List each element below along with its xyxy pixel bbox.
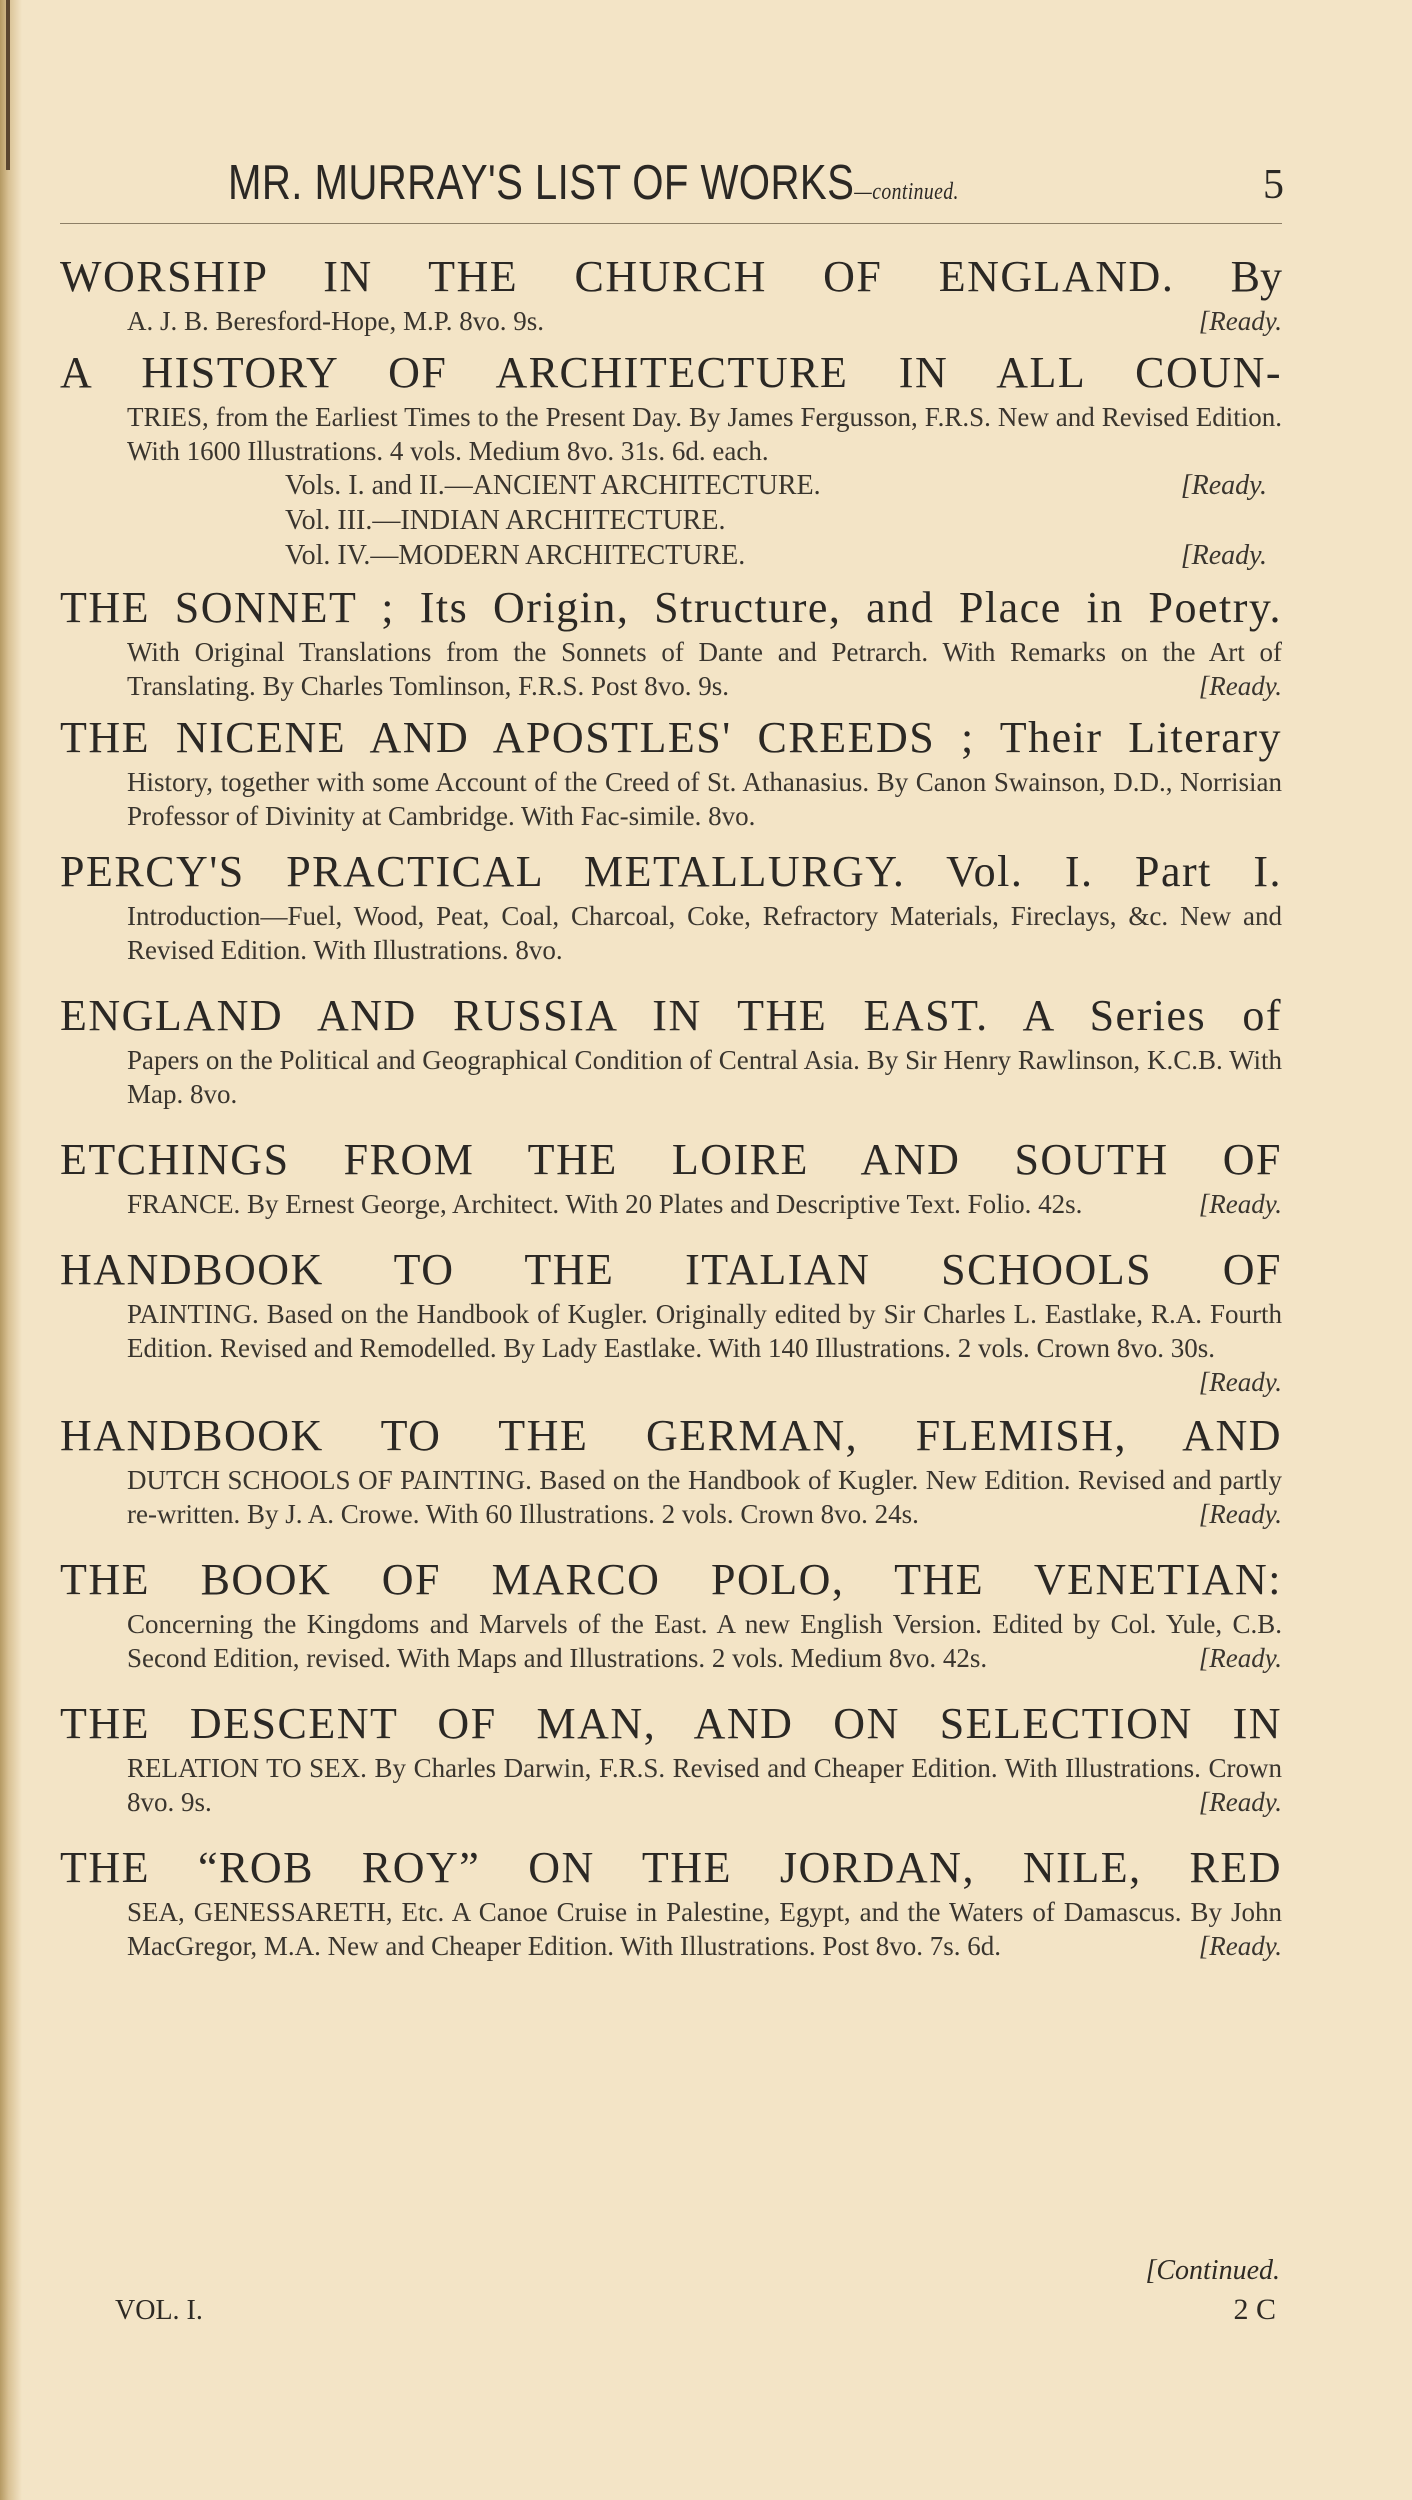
entry-body: FRANCE. By Ernest George, Architect. With 20 Plates and Descriptive Text. Folio. 42s. [Ready. [127,1189,1282,1219]
ready-status: [Ready. [1198,1787,1282,1817]
entry-body: DUTCH SCHOOLS OF PAINTING. Based on the Handbook of Kugler. New Edition. Revised and partly re-written. By J. A. Crowe. With 60 Illustrations. 2 vols. Crown 8vo. 24s. [Ready. [127,1465,1282,1529]
entry-title: ENGLAND AND RUSSIA IN THE EAST. A Series of [60,991,1282,1040]
entry-title: A HISTORY OF ARCHITECTURE IN ALL COUN- [60,348,1282,397]
header-rule [60,223,1282,224]
entry-body: History, together with some Account of the Creed of St. Athanasius. By Canon Swainson, D.D., Norrisian Professor of Divinity at Cambridge. With Fac-simile. 8vo. [127,767,1282,831]
entry-body: SEA, GENESSARETH, Etc. A Canoe Cruise in Palestine, Egypt, and the Waters of Damascus. By John MacGregor, M.A. New and Cheaper Edition. With Illustrations. Post 8vo. 7s. 6d. [Ready. [127,1897,1282,1961]
ready-status: [Ready. [1198,306,1282,336]
page-edge-shadow [0,0,22,2500]
volume-list [285,468,1282,573]
entry-body: Papers on the Political and Geographical Condition of Central Asia. By Sir Henry Rawlinson, K.C.B. With Map. 8vo. [127,1045,1282,1109]
entry-body: Introduction—Fuel, Wood, Peat, Coal, Charcoal, Coke, Refractory Materials, Fireclays, &c. New and Revised Edition. With Illustrations. 8vo. [127,901,1282,965]
volume-label: VOL. I. [115,2295,203,2326]
entry-rob-roy [60,1841,1282,1963]
entry-england-russia [60,989,1282,1111]
ready-status: [Ready. [1198,1931,1282,1961]
entry-body: RELATION TO SEX. By Charles Darwin, F.R.S. Revised and Cheaper Edition. With Illustrations. Crown 8vo. 9s. [Ready. [127,1753,1282,1817]
signature-mark: 2 C [1233,2293,1276,2326]
entry-body: TRIES, from the Earliest Times to the Present Day. By James Fergusson, F.R.S. New and Revised Edition. With 1600 Illustrations. 4 vols. Medium 8vo. 31s. 6d. each. [127,402,1282,466]
ready-status: [Ready. [1198,671,1282,701]
page-number: 5 [1263,162,1284,208]
entry-body: With Original Translations from the Sonnets of Dante and Petrarch. With Remarks on the Art of Translating. By Charles Tomlinson, F.R.S. Post 8vo. 9s. [Ready. [127,637,1282,701]
entry-title: THE DESCENT OF MAN, AND ON SELECTION IN [60,1699,1282,1748]
volume-row: Vols. I. and II.—ANCIENT ARCHITECTURE. [Ready. [285,470,1267,501]
ready-status: [Ready. [1198,1499,1282,1529]
entry-architecture [60,346,1282,573]
volume-row: Vol. III.—INDIAN ARCHITECTURE. [285,505,726,536]
entries-list [60,250,1282,1963]
entry-title: THE “ROB ROY” ON THE JORDAN, NILE, RED [60,1843,1282,1892]
entry-title: THE SONNET ; Its Origin, Structure, and Place in Poetry. [60,583,1282,632]
entry-title: HANDBOOK TO THE ITALIAN SCHOOLS OF [60,1245,1282,1294]
entry-title: HANDBOOK TO THE GERMAN, FLEMISH, AND [60,1411,1282,1460]
entry-sonnet [60,581,1282,703]
running-header [60,155,1282,215]
entry-worship [60,250,1282,338]
ready-status: [Ready. [1198,1189,1282,1219]
volume-row: Vol. IV.—MODERN ARCHITECTURE. [Ready. [285,540,1267,571]
entry-italian-schools [60,1243,1282,1399]
entry-descent-of-man [60,1697,1282,1819]
entry-creeds [60,711,1282,833]
entry-metallurgy [60,845,1282,967]
ready-status: [Ready. [1198,1367,1282,1397]
entry-body: A. J. B. Beresford-Hope, M.P. 8vo. 9s. [Ready. [127,306,1282,336]
entry-title: THE BOOK OF MARCO POLO, THE VENETIAN: [60,1555,1282,1604]
entry-title: WORSHIP IN THE CHURCH OF ENGLAND. By [60,252,1283,301]
header-continued: —continued. [854,179,959,205]
entry-body: Concerning the Kingdoms and Marvels of the East. A new English Version. Edited by Col. Yule, C.B. Second Edition, revised. With Maps and Illustrations. 2 vols. Medium 8vo. 42s. [Ready. [127,1609,1282,1673]
entry-body: PAINTING. Based on the Handbook of Kugler. Originally edited by Sir Charles L. Eastlake, R.A. Fourth Edition. Revised and Remodelled. By Lady Eastlake. With 140 Illustrations. 2 vols. Crown 8vo. 30s. [Ready. [127,1299,1282,1397]
entry-title: PERCY'S PRACTICAL METALLURGY. Vol. I. Part I. [60,847,1282,896]
ready-status: [Ready. [1198,1643,1282,1673]
entry-etchings [60,1133,1282,1221]
binding-mark [6,0,10,170]
entry-german-schools [60,1409,1282,1531]
entry-title: THE NICENE AND APOSTLES' CREEDS ; Their Literary [60,713,1282,762]
continued-note: [Continued. [1145,2255,1280,2286]
header-title: MR. MURRAY'S LIST OF WORKS—continued. [228,156,959,210]
entry-title: ETCHINGS FROM THE LOIRE AND SOUTH OF [60,1135,1282,1184]
entry-marco-polo [60,1553,1282,1675]
